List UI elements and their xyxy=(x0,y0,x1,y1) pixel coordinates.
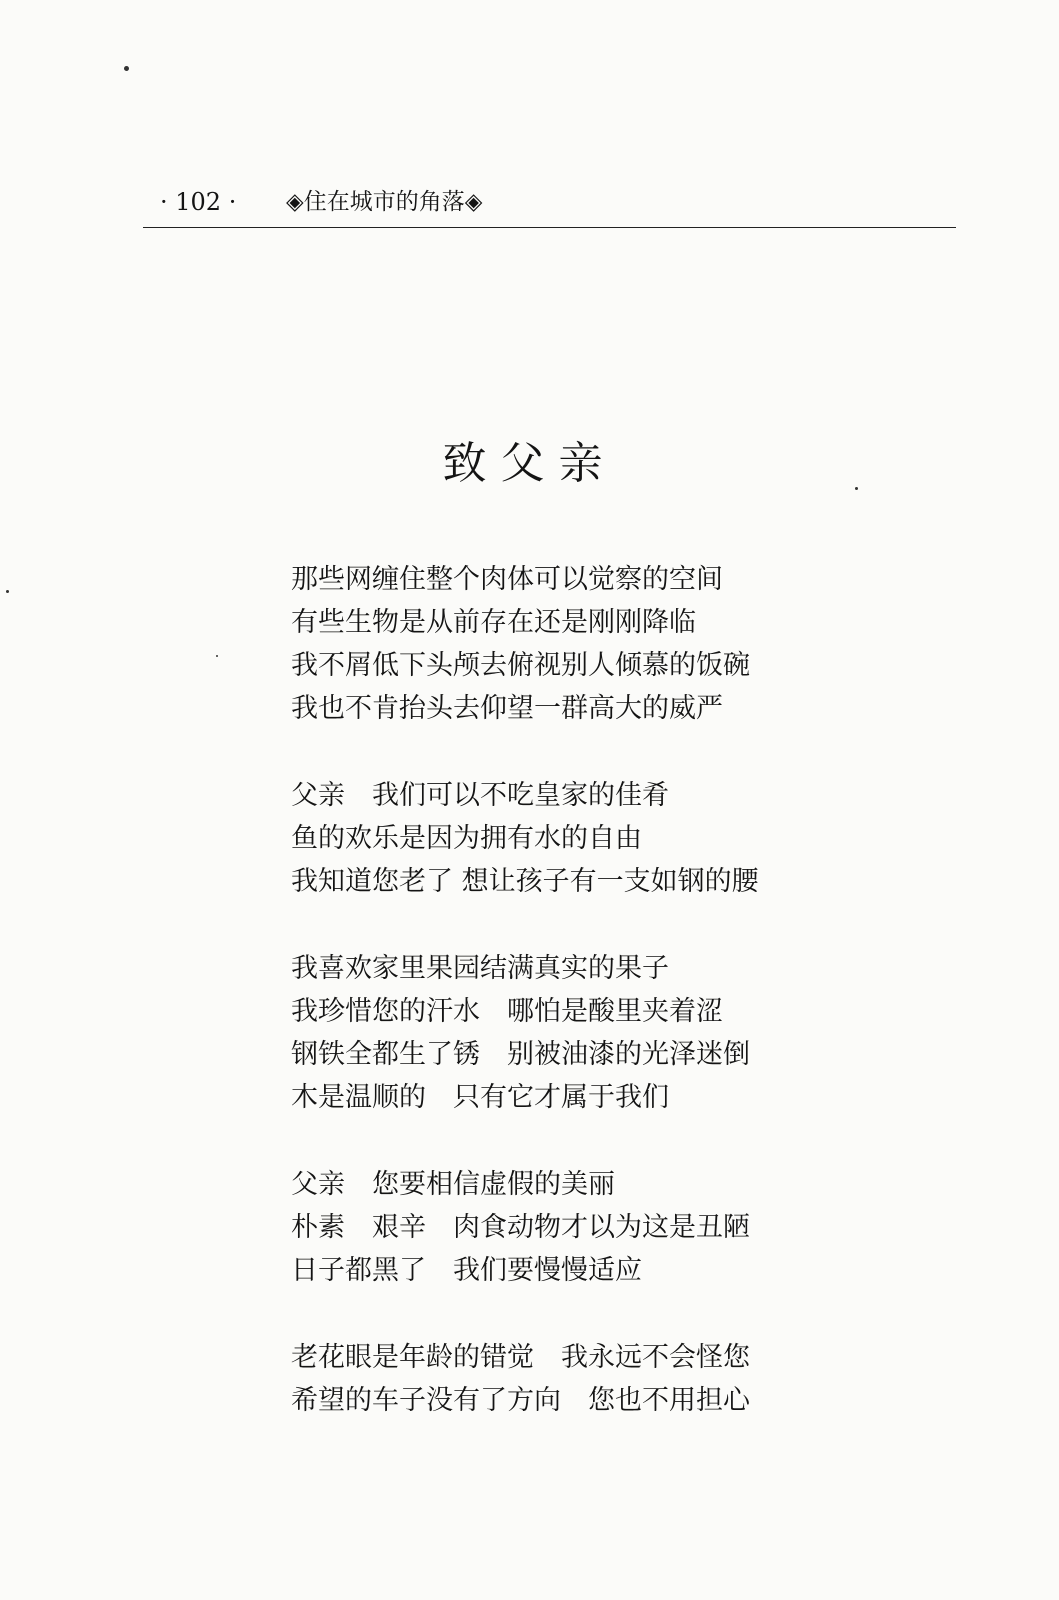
stanza-1 xyxy=(291,558,911,730)
poem-line: 日子都黑了 我们要慢慢适应 xyxy=(291,1255,642,1286)
scan-speck xyxy=(216,655,218,657)
poem-body xyxy=(291,558,911,1466)
poem-line: 有些生物是从前存在还是刚刚降临 xyxy=(291,607,696,638)
scan-speck xyxy=(124,66,129,71)
running-title: ◈住在城市的角落◈ xyxy=(286,189,483,215)
page-number: · 102 · xyxy=(160,188,237,216)
poem-line: 我知道您老了 想让孩子有一支如钢的腰 xyxy=(291,866,759,897)
poem-line: 父亲 我们可以不吃皇家的佳肴 xyxy=(291,780,669,811)
scan-speck xyxy=(855,487,858,490)
poem-line: 钢铁全都生了锈 别被油漆的光泽迷倒 xyxy=(291,1039,750,1070)
poem-line: 鱼的欢乐是因为拥有水的自由 xyxy=(291,823,642,854)
poem-title: 致父亲 xyxy=(442,438,617,489)
stanza-5 xyxy=(291,1336,911,1422)
poem-line: 父亲 您要相信虚假的美丽 xyxy=(291,1169,615,1200)
poem-line: 老花眼是年龄的错觉 我永远不会怪您 xyxy=(291,1342,750,1373)
poem-line: 朴素 艰辛 肉食动物才以为这是丑陋 xyxy=(291,1212,750,1243)
page-header xyxy=(160,184,960,224)
scan-speck xyxy=(6,590,9,593)
stanza-3 xyxy=(291,947,911,1119)
poem-line: 我喜欢家里果园结满真实的果子 xyxy=(291,953,669,984)
poem-line: 我珍惜您的汗水 哪怕是酸里夹着涩 xyxy=(291,996,723,1027)
poem-line: 我不屑低下头颅去俯视别人倾慕的饭碗 xyxy=(291,650,750,681)
poem-line: 希望的车子没有了方向 您也不用担心 xyxy=(291,1385,750,1416)
poem-line: 我也不肯抬头去仰望一群高大的威严 xyxy=(291,693,723,724)
stanza-4 xyxy=(291,1163,911,1292)
header-rule xyxy=(143,227,956,228)
poem-line: 那些网缠住整个肉体可以觉察的空间 xyxy=(291,564,723,595)
poem-line: 木是温顺的 只有它才属于我们 xyxy=(291,1082,669,1113)
stanza-2 xyxy=(291,774,911,903)
